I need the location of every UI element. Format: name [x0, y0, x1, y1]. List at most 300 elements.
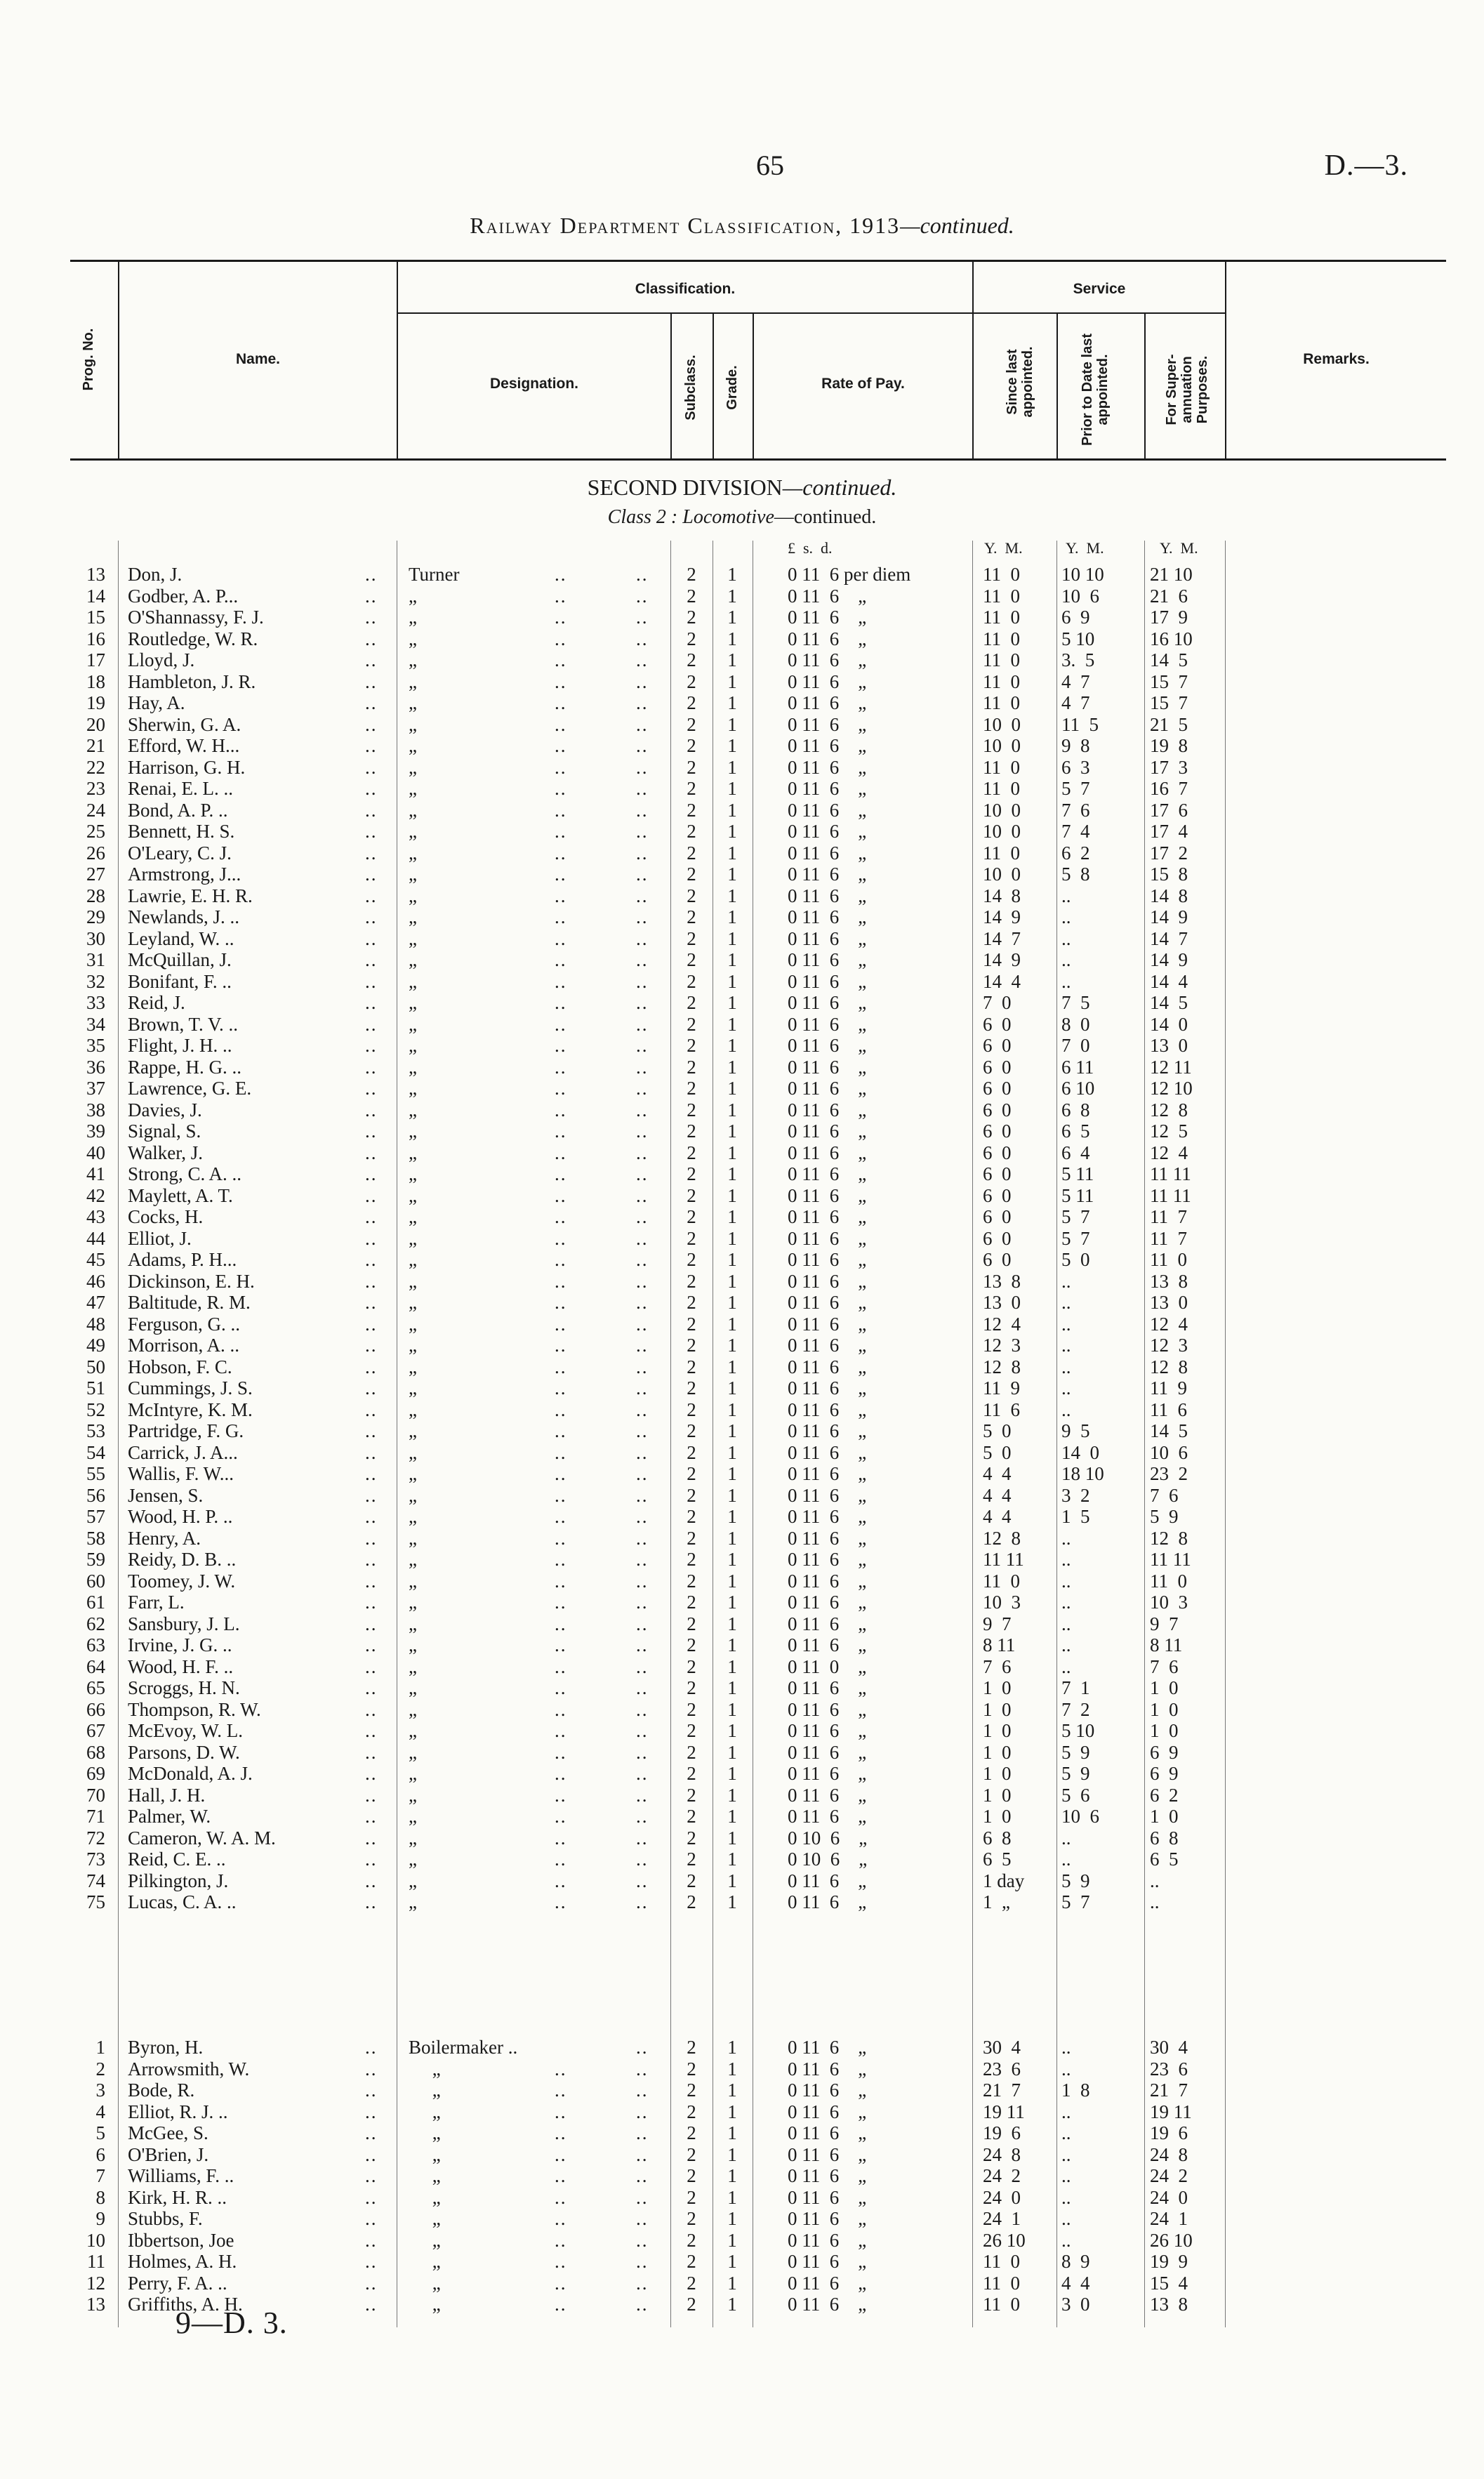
- row-rate: 0 11 6 „: [788, 1634, 867, 1655]
- row-leader: ..: [555, 927, 567, 949]
- division-title: [0, 475, 1484, 501]
- header-prior: [1080, 330, 1129, 449]
- row-subclass: 2: [687, 2229, 696, 2251]
- row-number: 61: [86, 1592, 105, 1613]
- row-grade: 1: [727, 1270, 737, 1292]
- row-subclass: 2: [687, 1655, 696, 1677]
- row-since-appointed: 11 0: [983, 2251, 1020, 2272]
- row-grade: 1: [727, 1549, 737, 1570]
- row-designation: „: [409, 1420, 417, 1441]
- row-name: Morrison, A. ..: [128, 1335, 240, 1356]
- table-row: [0, 885, 1484, 907]
- row-rate: 0 11 6 „: [788, 2251, 867, 2272]
- table-row: [0, 1870, 1484, 1892]
- row-number: 35: [86, 1035, 105, 1056]
- row-name: Bennett, H. S.: [128, 821, 235, 842]
- table-row: [0, 992, 1484, 1014]
- table-row: [0, 928, 1484, 950]
- row-leader: ..: [555, 1399, 567, 1420]
- row-designation: „: [409, 1356, 417, 1377]
- row-superannuation: 8 11: [1150, 1634, 1183, 1655]
- row-prior-service: ..: [1061, 927, 1071, 949]
- row-superannuation: 21 5: [1150, 713, 1188, 735]
- row-superannuation: 7 6: [1150, 1484, 1179, 1506]
- row-grade: 1: [727, 1120, 737, 1142]
- row-number: 62: [86, 1613, 105, 1634]
- units-prior: Y. M.: [1066, 539, 1104, 557]
- row-leader: ..: [636, 906, 649, 927]
- row-since-appointed: 24 1: [983, 2208, 1021, 2229]
- row-name: Flight, J. H. ..: [128, 1035, 232, 1056]
- row-leader: ..: [365, 2101, 378, 2122]
- row-name: Adams, P. H...: [128, 1249, 237, 1270]
- row-rate: 0 11 6 „: [788, 1527, 867, 1549]
- row-name: Wallis, F. W...: [128, 1463, 234, 1484]
- page-title-text: Railway Department Classification, 1913: [470, 213, 901, 238]
- row-since-appointed: 12 8: [983, 1356, 1021, 1377]
- row-since-appointed: 10 0: [983, 713, 1021, 735]
- row-leader: ..: [365, 585, 378, 607]
- row-name: Kirk, H. R. ..: [128, 2186, 227, 2208]
- row-prior-service: 3. 5: [1061, 649, 1095, 670]
- row-prior-service: ..: [1061, 2037, 1071, 2058]
- table-row: [0, 1228, 1484, 1250]
- row-subclass: 2: [687, 2122, 696, 2143]
- row-leader: ..: [365, 1227, 378, 1249]
- row-name: Routledge, W. R.: [128, 628, 258, 649]
- row-designation: „: [409, 885, 417, 906]
- row-name: Bode, R.: [128, 2080, 195, 2101]
- row-prior-service: 11 5: [1061, 713, 1099, 735]
- row-grade: 1: [727, 628, 737, 649]
- row-prior-service: 7 1: [1061, 1677, 1090, 1698]
- row-leader: ..: [365, 927, 378, 949]
- row-since-appointed: 6 5: [983, 1849, 1012, 1870]
- row-designation: „: [409, 2058, 441, 2080]
- division-suffix: —continued.: [782, 475, 897, 500]
- row-number: 68: [86, 1741, 105, 1763]
- row-leader: ..: [636, 821, 649, 842]
- row-prior-service: 8 9: [1061, 2251, 1090, 2272]
- row-name: Jensen, S.: [128, 1484, 204, 1506]
- table-row: [0, 1420, 1484, 1442]
- row-subclass: 2: [687, 970, 696, 992]
- row-prior-service: ..: [1061, 949, 1071, 970]
- row-superannuation: 12 8: [1150, 1099, 1188, 1120]
- row-leader: ..: [555, 864, 567, 885]
- row-number: 5: [95, 2122, 105, 2143]
- row-designation: „: [409, 1784, 417, 1806]
- row-grade: 1: [727, 1677, 737, 1698]
- table-row: [0, 1506, 1484, 1528]
- row-prior-service: 5 9: [1061, 1741, 1090, 1763]
- row-leader: ..: [365, 1463, 378, 1484]
- row-rate: 0 11 6 „: [788, 906, 867, 927]
- row-leader: ..: [555, 906, 567, 927]
- row-leader: ..: [636, 2080, 649, 2101]
- row-designation: „: [409, 1613, 417, 1634]
- row-subclass: 2: [687, 1527, 696, 1549]
- row-prior-service: 5 7: [1061, 1227, 1090, 1249]
- table-row: [0, 1634, 1484, 1656]
- table-row: [0, 1314, 1484, 1335]
- row-grade: 1: [727, 1741, 737, 1763]
- row-superannuation: 16 10: [1150, 628, 1193, 649]
- row-prior-service: 5 7: [1061, 1891, 1090, 1912]
- row-number: 57: [86, 1506, 105, 1527]
- row-number: 53: [86, 1420, 105, 1441]
- row-leader: ..: [555, 1184, 567, 1206]
- row-number: 43: [86, 1206, 105, 1227]
- row-leader: ..: [555, 607, 567, 628]
- row-prior-service: 3 2: [1061, 1484, 1090, 1506]
- row-leader: ..: [636, 1377, 649, 1399]
- row-number: 21: [86, 735, 105, 756]
- row-leader: ..: [365, 756, 378, 778]
- row-designation: „: [409, 1120, 417, 1142]
- row-prior-service: 5 7: [1061, 778, 1090, 799]
- row-grade: 1: [727, 564, 737, 585]
- row-subclass: 2: [687, 628, 696, 649]
- row-designation: „: [409, 2165, 441, 2186]
- row-leader: ..: [365, 1677, 378, 1698]
- row-leader: ..: [636, 2272, 649, 2294]
- row-since-appointed: 11 0: [983, 842, 1020, 864]
- row-grade: 1: [727, 1227, 737, 1249]
- row-grade: 1: [727, 2037, 737, 2058]
- table-row: [0, 1806, 1484, 1827]
- row-leader: ..: [365, 735, 378, 756]
- row-leader: ..: [555, 1163, 567, 1184]
- row-leader: ..: [636, 885, 649, 906]
- row-rate: 0 11 6 „: [788, 1099, 867, 1120]
- row-grade: 1: [727, 670, 737, 692]
- row-superannuation: 11 7: [1150, 1206, 1187, 1227]
- row-designation: „: [409, 927, 417, 949]
- row-rate: 0 11 6 „: [788, 821, 867, 842]
- row-grade: 1: [727, 1078, 737, 1099]
- row-subclass: 2: [687, 2208, 696, 2229]
- row-since-appointed: 11 0: [983, 756, 1020, 778]
- row-since-appointed: 30 4: [983, 2037, 1021, 2058]
- row-leader: ..: [555, 1891, 567, 1912]
- row-number: 26: [86, 842, 105, 864]
- row-since-appointed: 11 0: [983, 1570, 1020, 1592]
- row-leader: ..: [636, 1720, 649, 1741]
- row-prior-service: 10 6: [1061, 1806, 1099, 1827]
- row-designation: „: [409, 649, 417, 670]
- row-leader: ..: [555, 1420, 567, 1441]
- row-since-appointed: 11 0: [983, 585, 1020, 607]
- row-grade: 1: [727, 1142, 737, 1163]
- row-number: 40: [86, 1142, 105, 1163]
- row-subclass: 2: [687, 1163, 696, 1184]
- row-superannuation: 30 4: [1150, 2037, 1188, 2058]
- page-title: [0, 213, 1484, 239]
- row-since-appointed: 11 0: [983, 649, 1020, 670]
- row-prior-service: 4 7: [1061, 670, 1090, 692]
- row-since-appointed: 1 0: [983, 1806, 1012, 1827]
- table-row: [0, 2273, 1484, 2294]
- row-designation: „: [409, 2272, 441, 2294]
- row-leader: ..: [365, 1078, 378, 1099]
- row-leader: ..: [365, 2294, 378, 2315]
- row-designation: „: [409, 713, 417, 735]
- row-prior-service: 5 9: [1061, 1763, 1090, 1784]
- table-row: [0, 2187, 1484, 2209]
- row-name: Lawrie, E. H. R.: [128, 885, 253, 906]
- row-leader: ..: [365, 1698, 378, 1720]
- row-designation: „: [409, 1741, 417, 1763]
- row-superannuation: 19 11: [1150, 2101, 1192, 2122]
- row-since-appointed: 6 0: [983, 1142, 1012, 1163]
- row-superannuation: 17 3: [1150, 756, 1188, 778]
- row-since-appointed: 11 0: [983, 564, 1020, 585]
- row-rate: 0 11 6 „: [788, 1784, 867, 1806]
- table-row: [0, 1377, 1484, 1399]
- table-row: [0, 2080, 1484, 2101]
- row-designation: „: [409, 992, 417, 1013]
- row-number: 4: [95, 2101, 105, 2122]
- row-designation: „: [409, 2186, 441, 2208]
- row-leader: ..: [365, 949, 378, 970]
- row-superannuation: 17 4: [1150, 821, 1188, 842]
- row-name: Hay, A.: [128, 692, 185, 713]
- row-number: 51: [86, 1377, 105, 1399]
- table-row: [0, 1592, 1484, 1613]
- row-prior-service: ..: [1061, 2165, 1071, 2186]
- row-grade: 1: [727, 1484, 737, 1506]
- row-number: 19: [86, 692, 105, 713]
- row-superannuation: 12 8: [1150, 1356, 1188, 1377]
- row-prior-service: ..: [1061, 2058, 1071, 2080]
- row-leader: ..: [555, 628, 567, 649]
- row-rate: 0 11 6 „: [788, 1206, 867, 1227]
- turner-rows: [0, 564, 1484, 1913]
- row-superannuation: 24 2: [1150, 2165, 1188, 2186]
- row-name: Scroggs, H. N.: [128, 1677, 240, 1698]
- row-grade: 1: [727, 799, 737, 821]
- row-leader: ..: [636, 564, 649, 585]
- row-since-appointed: 23 6: [983, 2058, 1021, 2080]
- row-number: 24: [86, 799, 105, 821]
- row-grade: 1: [727, 842, 737, 864]
- row-name: Hall, J. H.: [128, 1784, 206, 1806]
- row-leader: ..: [365, 970, 378, 992]
- row-since-appointed: 6 0: [983, 1013, 1012, 1035]
- row-number: 38: [86, 1099, 105, 1120]
- table-row: [0, 1463, 1484, 1485]
- units-since: Y. M.: [984, 539, 1023, 557]
- header-designation: Designation.: [489, 376, 578, 392]
- row-leader: ..: [555, 1870, 567, 1891]
- table-row: [0, 1271, 1484, 1293]
- row-number: 2: [95, 2058, 105, 2080]
- row-superannuation: 12 10: [1150, 1078, 1193, 1099]
- row-superannuation: 10 3: [1150, 1592, 1188, 1613]
- classification-underline: [397, 312, 972, 314]
- row-superannuation: 12 11: [1150, 1056, 1192, 1078]
- row-leader: ..: [555, 2080, 567, 2101]
- row-subclass: 2: [687, 821, 696, 842]
- table-row: [0, 2251, 1484, 2273]
- row-prior-service: ..: [1061, 1335, 1071, 1356]
- row-prior-service: ..: [1061, 906, 1071, 927]
- row-grade: 1: [727, 756, 737, 778]
- header-rate: Rate of Pay.: [821, 376, 905, 392]
- row-designation: „: [409, 2294, 441, 2315]
- row-since-appointed: 6 0: [983, 1056, 1012, 1078]
- row-leader: ..: [365, 778, 378, 799]
- table-row: [0, 2230, 1484, 2252]
- row-leader: ..: [365, 1506, 378, 1527]
- row-subclass: 2: [687, 1634, 696, 1655]
- row-name: Strong, C. A. ..: [128, 1163, 242, 1184]
- row-leader: ..: [555, 585, 567, 607]
- row-subclass: 2: [687, 778, 696, 799]
- table-row: [0, 864, 1484, 885]
- row-designation: „: [409, 1849, 417, 1870]
- row-name: Partridge, F. G.: [128, 1420, 244, 1441]
- division-name: SECOND DIVISION: [587, 475, 783, 500]
- row-subclass: 2: [687, 1484, 696, 1506]
- row-subclass: 2: [687, 1592, 696, 1613]
- table-row: [0, 821, 1484, 842]
- row-leader: ..: [555, 1506, 567, 1527]
- row-leader: ..: [636, 1163, 649, 1184]
- row-leader: ..: [636, 778, 649, 799]
- row-grade: 1: [727, 2294, 737, 2315]
- row-subclass: 2: [687, 1056, 696, 1078]
- row-leader: ..: [555, 1120, 567, 1142]
- row-leader: ..: [636, 1549, 649, 1570]
- row-prior-service: ..: [1061, 1827, 1071, 1849]
- row-prior-service: 10 6: [1061, 585, 1099, 607]
- table-row: [0, 1399, 1484, 1421]
- row-leader: ..: [636, 1763, 649, 1784]
- row-superannuation: 14 7: [1150, 927, 1188, 949]
- row-superannuation: 23 2: [1150, 1463, 1188, 1484]
- row-leader: ..: [555, 1463, 567, 1484]
- row-subclass: 2: [687, 1313, 696, 1335]
- table-row: [0, 692, 1484, 714]
- row-prior-service: 5 7: [1061, 1206, 1090, 1227]
- row-leader: ..: [365, 1013, 378, 1035]
- row-prior-service: ..: [1061, 1849, 1071, 1870]
- row-number: 47: [86, 1292, 105, 1313]
- row-leader: ..: [636, 692, 649, 713]
- row-rate: 0 11 6 „: [788, 864, 867, 885]
- row-rate: 0 11 6 „: [788, 2208, 867, 2229]
- row-leader: ..: [636, 1078, 649, 1099]
- table-row: [0, 2037, 1484, 2058]
- row-name: Toomey, J. W.: [128, 1570, 236, 1592]
- row-grade: 1: [727, 2186, 737, 2208]
- row-leader: ..: [365, 1163, 378, 1184]
- header-subclass: Subclass.: [683, 355, 698, 421]
- row-subclass: 2: [687, 1356, 696, 1377]
- row-since-appointed: 6 0: [983, 1249, 1012, 1270]
- row-leader: ..: [365, 1806, 378, 1827]
- table-row: [0, 1485, 1484, 1507]
- table-row: [0, 1827, 1484, 1849]
- row-prior-service: 6 2: [1061, 842, 1090, 864]
- row-name: Rappe, H. G. ..: [128, 1056, 241, 1078]
- row-name: Efford, W. H...: [128, 735, 240, 756]
- row-subclass: 2: [687, 1763, 696, 1784]
- row-name: Wood, H. F. ..: [128, 1655, 234, 1677]
- row-leader: ..: [365, 2058, 378, 2080]
- row-number: 59: [86, 1549, 105, 1570]
- row-prior-service: 9 8: [1061, 735, 1090, 756]
- row-number: 28: [86, 885, 105, 906]
- header-grade: Grade.: [724, 365, 740, 410]
- row-number: 8: [95, 2186, 105, 2208]
- row-rate: 0 11 6 „: [788, 713, 867, 735]
- row-superannuation: ..: [1150, 1891, 1160, 1912]
- row-superannuation: ..: [1150, 1870, 1160, 1891]
- row-superannuation: 12 4: [1150, 1142, 1188, 1163]
- row-leader: ..: [636, 1035, 649, 1056]
- row-number: 30: [86, 927, 105, 949]
- row-leader: ..: [365, 1313, 378, 1335]
- row-rate: 0 11 6 „: [788, 1549, 867, 1570]
- header-name: Name.: [235, 351, 281, 367]
- row-grade: 1: [727, 1356, 737, 1377]
- row-leader: ..: [555, 1013, 567, 1035]
- row-number: 42: [86, 1184, 105, 1206]
- row-superannuation: 15 4: [1150, 2272, 1188, 2294]
- row-subclass: 2: [687, 1698, 696, 1720]
- row-leader: ..: [555, 2186, 567, 2208]
- row-subclass: 2: [687, 1227, 696, 1249]
- row-designation: „: [409, 1184, 417, 1206]
- row-number: 45: [86, 1249, 105, 1270]
- row-prior-service: 6 5: [1061, 1120, 1090, 1142]
- row-name: Arrowsmith, W.: [128, 2058, 250, 2080]
- row-leader: ..: [555, 649, 567, 670]
- row-grade: 1: [727, 906, 737, 927]
- row-leader: ..: [636, 585, 649, 607]
- row-grade: 1: [727, 864, 737, 885]
- row-name: Hobson, F. C.: [128, 1356, 232, 1377]
- row-number: 22: [86, 756, 105, 778]
- table-row: [0, 1292, 1484, 1314]
- table-row: [0, 671, 1484, 693]
- row-subclass: 2: [687, 1184, 696, 1206]
- row-leader: ..: [636, 1698, 649, 1720]
- row-number: 55: [86, 1463, 105, 1484]
- header-service: Service: [1073, 281, 1126, 297]
- row-since-appointed: 1 0: [983, 1784, 1012, 1806]
- row-leader: ..: [636, 1891, 649, 1912]
- row-prior-service: ..: [1061, 1399, 1071, 1420]
- row-number: 13: [86, 564, 105, 585]
- row-prior-service: 6 3: [1061, 756, 1090, 778]
- header-since-text: Since last appointed.: [1005, 346, 1035, 418]
- row-prior-service: ..: [1061, 2229, 1071, 2251]
- row-since-appointed: 5 0: [983, 1420, 1012, 1441]
- row-prior-service: 6 4: [1061, 1142, 1090, 1163]
- row-superannuation: 21 6: [1150, 585, 1188, 607]
- row-subclass: 2: [687, 1784, 696, 1806]
- row-since-appointed: 8 11: [983, 1634, 1016, 1655]
- row-leader: ..: [365, 1484, 378, 1506]
- row-since-appointed: 1 0: [983, 1741, 1012, 1763]
- row-rate: 0 11 6 „: [788, 992, 867, 1013]
- row-subclass: 2: [687, 1549, 696, 1570]
- row-leader: ..: [555, 1720, 567, 1741]
